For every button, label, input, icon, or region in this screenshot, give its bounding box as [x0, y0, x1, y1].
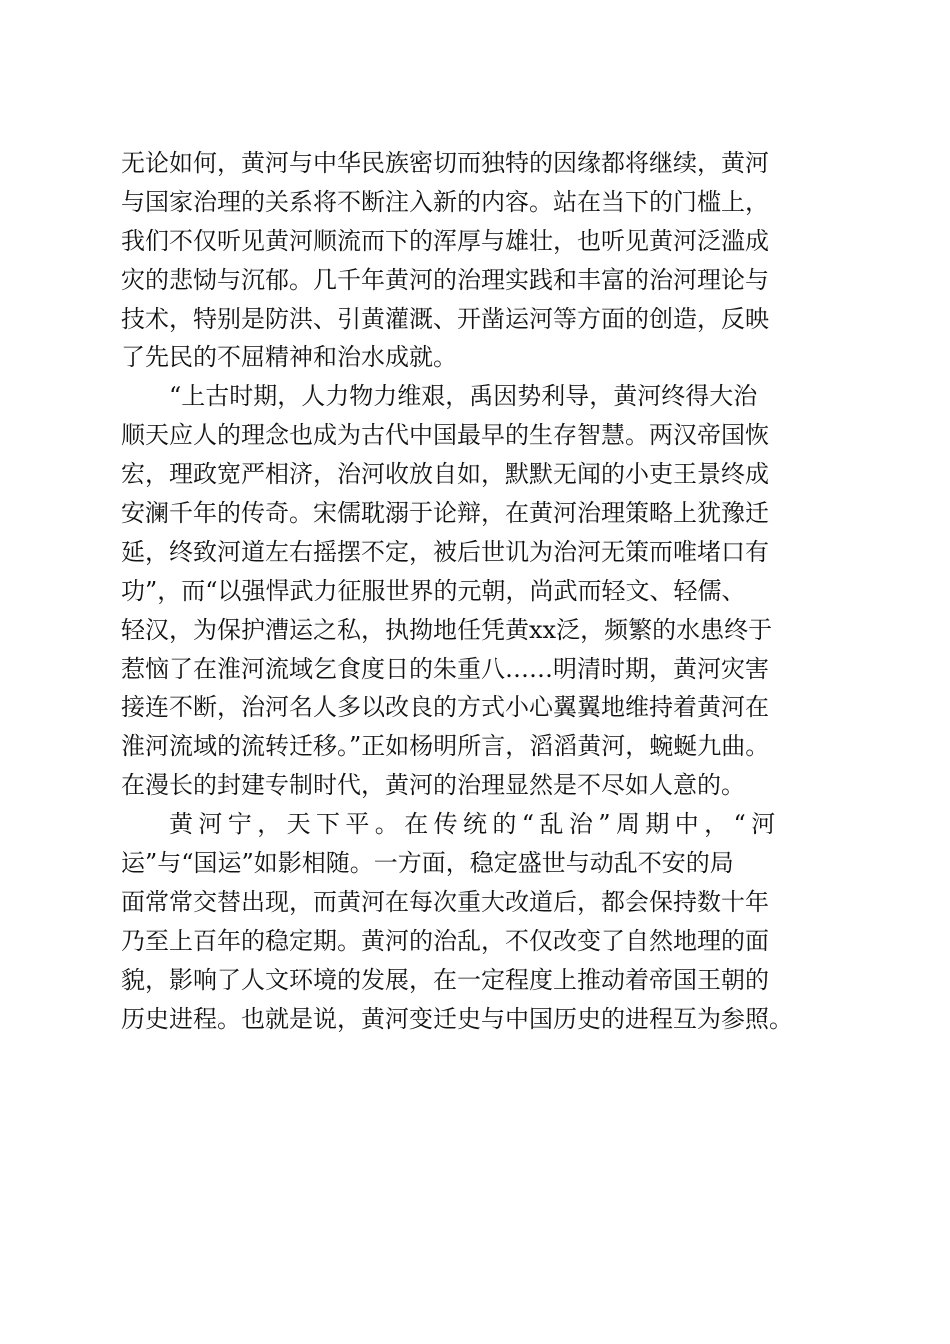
text-line: 安澜千年的传奇。宋儒耽溺于论辩，在黄河治理策略上犹豫迁: [121, 499, 769, 528]
text-line: 惹恼了在淮河流域乞食度日的朱重八……明清时期，黄河灾害: [121, 654, 769, 683]
text-line: “上古时期，人力物力维艰，禹因势利导，黄河终得大治: [169, 382, 758, 411]
text-line: 貌，影响了人文环境的发展，在一定程度上推动着帝国王朝的: [121, 965, 769, 994]
text-line: 了先民的不屈精神和治水成就。: [121, 343, 457, 372]
text-line: 技术，特别是防洪、引黄灌溉、开凿运河等方面的创造，反映: [121, 304, 769, 333]
text-line: 我们不仅听见黄河顺流而下的浑厚与雄壮，也听见黄河泛滥成: [121, 226, 769, 255]
paragraph-3: [121, 805, 831, 1038]
paragraph-1: [121, 144, 831, 377]
text-line: 黄河宁，天下平。在传统的“乱治”周期中，“河: [169, 810, 781, 839]
text-line: 淮河流域的流转迁移。”正如杨明所言，滔滔黄河，蜿蜒九曲。: [121, 732, 770, 761]
paragraph-2: [121, 377, 831, 805]
text-line: 顺天应人的理念也成为古代中国最早的生存智慧。两汉帝国恢: [121, 421, 769, 450]
text-line: 乃至上百年的稳定期。黄河的治乱，不仅改变了自然地理的面: [121, 926, 769, 955]
text-line: 延，终致河道左右摇摆不定，被后世讥为治河无策而唯堵口有: [121, 537, 769, 566]
text-line: 轻汉，为保护漕运之私，执拗地任凭黄xx泛，频繁的水患终于: [121, 615, 773, 644]
text-line: 接连不断，治河名人多以改良的方式小心翼翼地维持着黄河在: [121, 693, 769, 722]
body-text: [121, 144, 831, 1038]
text-line: 宏，理政宽严相济，治河收放自如，默默无闻的小吏王景终成: [121, 460, 769, 489]
text-line: 功”，而“以强悍武力征服世界的元朝，尚武而轻文、轻儒、: [121, 576, 746, 605]
text-line: 面常常交替出现，而黄河在每次重大改道后，都会保持数十年: [121, 887, 769, 916]
text-line: 灾的悲恸与沉郁。几千年黄河的治理实践和丰富的治河理论与: [121, 265, 769, 294]
text-line: 在漫长的封建专制时代，黄河的治理显然是不尽如人意的。: [121, 771, 745, 800]
text-line: 历史进程。也就是说，黄河变迁史与中国历史的进程互为参照。: [121, 1004, 793, 1033]
text-line: 运”与“国运”如影相随。一方面，稳定盛世与动乱不安的局: [121, 849, 734, 878]
text-line: 无论如何，黄河与中华民族密切而独特的因缘都将继续，黄河: [121, 149, 769, 177]
text-line: 与国家治理的关系将不断注入新的内容。站在当下的门槛上，: [121, 187, 769, 216]
